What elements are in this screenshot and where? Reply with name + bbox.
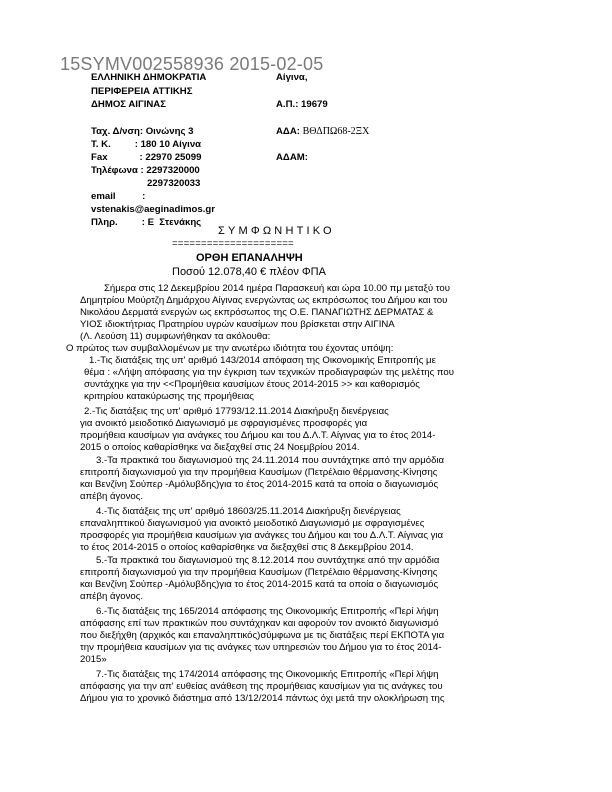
sender-line: Fax : 22970 25099 <box>91 152 202 163</box>
body-line: 1.-Τις διατάξεις της υπ' αριθμό 143/2014 απόφαση της Οικονομικής Επιτροπής με <box>89 355 436 366</box>
sender-line: Τ. Κ. : 180 10 Αίγινα <box>91 139 202 150</box>
sender-line: Πληρ. : Ε Στενάκης <box>91 217 202 228</box>
body-line: επιτροπή διαγωνισμού για την προμήθεια Καυσίμων (Πετρέλαιο θέρμανσης-Κίνησης <box>80 567 438 578</box>
body-line: 2015 ο οποίος καθαρίσθηκε να διεξαχθεί στις 24 Νοεμβρίου 2014. <box>80 442 360 453</box>
body-line: Σήμερα στις 12 Δεκεμβρίου 2014 ημέρα Παρασκευή και ώρα 10.00 πμ μεταξύ του <box>104 283 450 294</box>
sender-line: 2297320033 <box>91 178 201 189</box>
body-line: 6.-Τις διατάξεις της 165/2014 απόφασης της Οικονομικής Επιτροπής «Περί λήψη <box>96 606 439 617</box>
body-line: απόφασης για την απ' ευθείας ανάθεση της προμήθειας καυσίμων για τις ανάγκες του <box>80 681 443 692</box>
sender-line: ΠΕΡΙΦΕΡΕΙΑ ΑΤΤΙΚΗΣ <box>91 86 193 97</box>
body-line: την προμήθεια καυσίμων για τις ανάγκες των υπηρεσιών του Δήμου για το έτος 2014- <box>80 642 442 653</box>
body-line: Δήμου για το χρονικό διάστημα από 13/12/2014 πάντως όχι μετά την ολοκλήρωση της <box>80 693 445 704</box>
ada-line <box>276 126 369 138</box>
document-title: ΟΡΘΗ ΕΠΑΝΑΛΗΨΗ <box>196 252 303 264</box>
body-line: 7.-Τις διατάξεις της 174/2014 απόφασης της Οικονομικής Επιτροπής «Περί λήψη <box>96 669 439 680</box>
body-line: (Λ. Λεούση 11) συμφωνήθηκαν τα ακόλουθα: <box>80 331 271 342</box>
body-line: ΥΙΟΣ ιδιοκτήτριας Πρατηρίου υγρών καυσίμων που βρίσκεται στην ΑΙΓΙΝΑ <box>80 319 395 330</box>
body-line: προσφορές για προμήθεια καυσίμων για ανάγκες του Δήμου και του Δ.Λ.Τ. Αίγινας για <box>80 530 444 541</box>
sender-line: ΕΛΛΗΝΙΚΗ ΔΗΜΟΚΡΑΤΙΑ <box>91 72 207 83</box>
body-line: και Βενζίνη Σούπερ -Αμόλυβδης)για το έτος 2014-2015 κατά τα οποία ο διαγωνισμός <box>80 579 439 590</box>
body-line: 5.-Τα πρακτικά του διαγωνισμού της 8.12.2014 που συντάχτηκε από την αρμόδια <box>96 555 440 566</box>
body-line: επιτροπή διαγωνισμού για την προμήθεια Καυσίμων (Πετρέλαιο θέρμανσης-Κίνησης <box>80 467 438 478</box>
body-line: 4.-Τις διατάξεις της υπ' αριθμό 18603/25.11.2014 Διακήρυξη διενέργειας <box>96 506 401 517</box>
body-line: απόφασης επί των πρακτικών που συντάχηκαν και αφορούν τον ανοικτό διαγωνισμό <box>80 618 439 629</box>
body-line: θέμα : «Λήψη απόφασης για την έγκριση των τεχνικών προδιαγραφών της μελέτης που <box>84 367 454 378</box>
body-line: Νικολάου Δερματά ενεργών ως εκπρόσωπος της Ο.Ε. ΠΑΝΑΓΙΩΤΗΣ ΔΕΡΜΑΤΑΣ & <box>80 307 434 318</box>
adam-label: ΑΔΑΜ: <box>276 152 308 163</box>
sender-line: email : <box>91 191 146 202</box>
body-line: 2015» <box>80 654 107 665</box>
document-heading: ΣΥΜΦΩΝΗΤΙΚΟ <box>218 225 335 237</box>
body-line: Δημητρίου Μούρτζη Δημάρχου Αίγινας ενεργώντας ως εκπρόσωπος του Δήμου και του <box>80 295 448 306</box>
body-line: 3.-Τα πρακτικά του διαγωνισμού της 24.11.2014 που συντάχτηκε από την αρμόδια <box>96 455 445 466</box>
ada-label: ΑΔΑ: <box>276 126 300 137</box>
heading-rule: ===================== <box>172 238 294 249</box>
body-line: 2.-Τις διατάξεις της υπ' αριθμό 17793/12.11.2014 Διακήρυξη διενέργειας <box>84 406 389 417</box>
document-stamp: 15SYMV002558936 2015-02-05 <box>60 54 324 74</box>
protocol-number: Α.Π.: 19679 <box>276 99 328 110</box>
body-line: Ο πρώτος των συμβαλλομένων με την ανωτέρω ιδιότητα του έχοντας υπόψη: <box>66 343 394 354</box>
sender-line: vstenakis@aeginadimos.gr <box>91 204 215 215</box>
sender-line: Ταχ. Δ/νση: Οινώνης 3 <box>91 126 194 137</box>
sender-line: Τηλέφωνα : 2297320000 <box>91 165 200 176</box>
ada-value: ΒΘΔΠΩ68-2ΞΧ <box>302 126 370 137</box>
body-line: απέβη άγονος. <box>80 491 144 502</box>
body-line: επαναληπτικού διαγωνισμού για ανοικτό μειοδοτικό Διαγωνισμό με σφραγισμένες <box>80 518 425 529</box>
city-date: Αίγινα, <box>276 72 308 83</box>
body-line: συντάχηκε για την <<Προμήθεια καυσίμων έτους 2014-2015 >> και καθορισμός <box>84 379 420 390</box>
body-line: το έτος 2014-2015 ο οποίος καθαρίσθηκε να διεξαχθεί στις 8 Δεκεμβρίου 2014. <box>80 542 414 553</box>
body-line: και Βενζίνη Σούπερ -Αμόλυβδης)για το έτος 2014-2015 κατά τα οποία ο διαγωνισμός <box>80 479 439 490</box>
body-line: απέβη άγονος. <box>80 591 144 602</box>
contract-amount: Ποσού 12.078,40 € πλέον ΦΠΑ <box>172 266 326 278</box>
sender-line: ΔΗΜΟΣ ΑΙΓΙΝΑΣ <box>91 99 166 110</box>
body-line: που διεξήχθη (αρχικός και επαναληπτικός)σύμφωνα με τις διατάξεις περί ΕΚΠΟΤΑ για <box>80 630 445 641</box>
body-line: προμήθεια καυσίμων για ανάγκες του Δήμου και του Δ.Λ.Τ. Αίγινας για το έτος 2014- <box>80 430 436 441</box>
body-line: κριτηρίου κατακύρωσης της προμήθειας <box>84 391 254 402</box>
body-line: για ανοικτό μειοδοτικό Διαγωνισμό με σφραγισμένες προσφορές για <box>80 418 368 429</box>
